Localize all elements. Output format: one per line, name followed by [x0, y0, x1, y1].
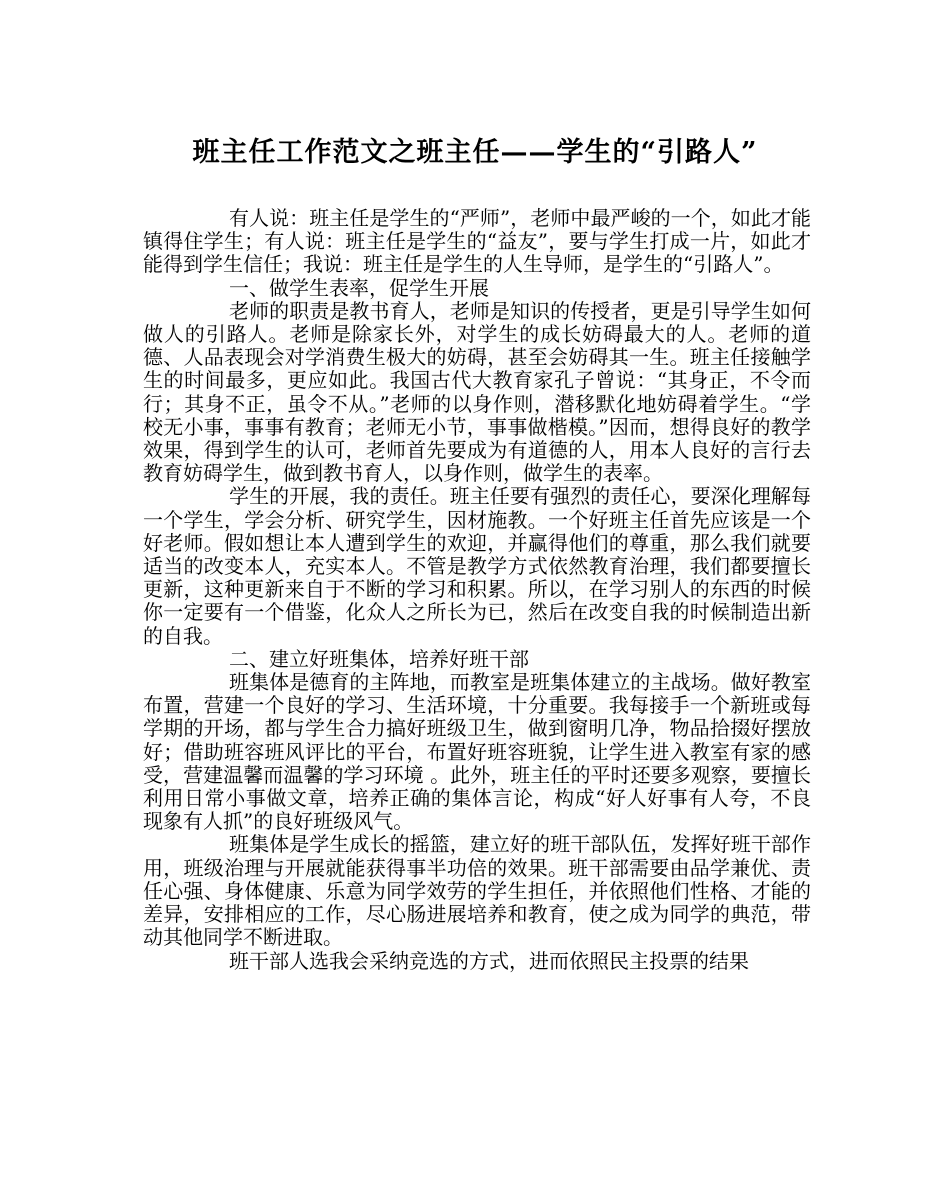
paragraph-teacher-role: 老师的职责是教书育人，老师是知识的传授者，更是引导学生如何做人的引路人。老师是除家长外，对学生的成长妨碍最大的人。老师的道德、人品表现会对学消费生极大的妨碍，甚至会妨碍其一生。班主任接触学生的时间最多，更应如此。我国古代大教育家孔子曾说：“其身正，不令而行；其身不正，虽令不从。”老师的以身作则，潜移默化地妨碍着学生。“学校无小事，事事有教育；老师无小节，事事做楷模。”因而，想得良好的教学效果，得到学生的认可，老师首先要成为有道德的人，用本人良好的言行去教育妨碍学生，做到教书育人，以身作则，做学生的表率。	[143, 298, 811, 486]
paragraph-intro: 有人说：班主任是学生的“严师”，老师中最严峻的一个，如此才能镇得住学生；有人说：班主任是学生的“益友”，要与学生打成一片，如此才能得到学生信任；我说：班主任是学生的人生导师，是学生的“引路人”。	[143, 206, 811, 277]
document-title: 班主任工作范文之班主任——学生的“引路人”	[192, 137, 758, 168]
section-heading-1: 一、做学生表率，促学生开展	[229, 275, 489, 300]
paragraph-class-cadres: 班集体是学生成长的摇篮，建立好的班干部队伍，发挥好班干部作用，班级治理与开展就能获得事半功倍的效果。班干部需要由品学兼优、责任心强、身体健康、乐意为同学效劳的学生担任，并依照他们性格、才能的差异，安排相应的工作，尽心肠进展培养和教育，使之成为同学的典范，带动其他同学不断进取。	[143, 832, 811, 950]
paragraph-classroom: 班集体是德育的主阵地，而教室是班集体建立的主战场。做好教室布置，营建一个良好的学习、生活环境，十分重要。我每接手一个新班或每学期的开场，都与学生合力搞好班级卫生，做到窗明几净，物品拾掇好摆放好；借助班容班风评比的平台，布置好班容班貌，让学生进入教室有家的感受，营建温馨而温馨的学习环境 。此外，班主任的平时还要多观察，要擅长利用日常小事做文章，培养正确的集体言论，构成“好人好事有人夸，不良现象有人抓”的良好班级风气。	[143, 670, 811, 834]
document-body	[143, 207, 811, 973]
paragraph-election: 班干部人选我会采纳竞选的方式，进而依照民主投票的结果	[229, 948, 749, 973]
paragraph-responsibility: 学生的开展，我的责任。班主任要有强烈的责任心，要深化理解每一个学生，学会分析、研究学生，因材施教。一个好班主任首先应该是一个好老师。假如想让本人遭到学生的欢迎，并赢得他们的尊重，那么我们就要适当的改变本人，充实本人。不管是教学方式依然教育治理，我们都要擅长更新，这种更新来自于不断的学习和积累。所以，在学习别人的东西的时候你一定要有一个借鉴，化众人之所长为已，然后在改变自我的时候制造出新的自我。	[143, 484, 811, 648]
section-heading-2: 二、建立好班集体，培养好班干部	[229, 646, 529, 671]
